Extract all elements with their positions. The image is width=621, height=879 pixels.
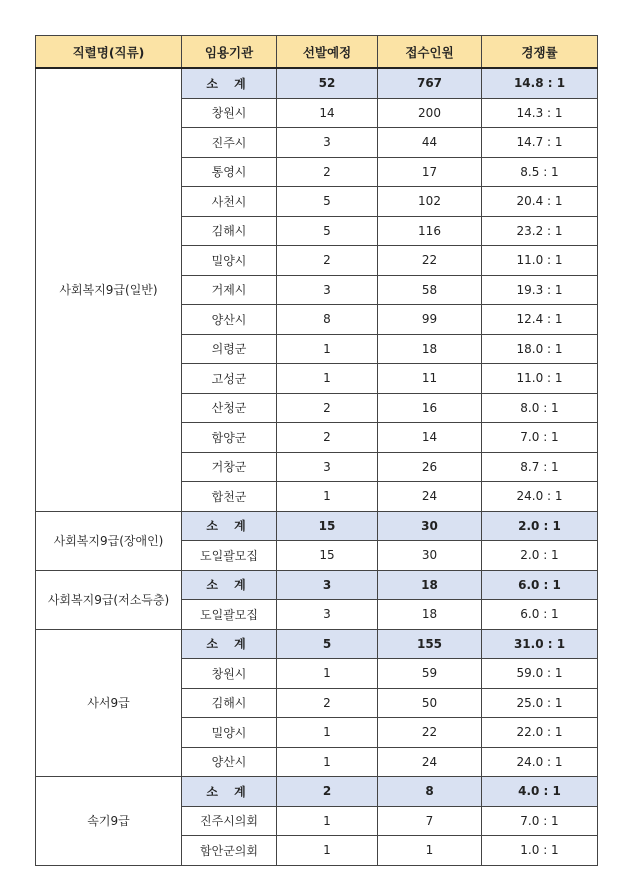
planned-cell: 1: [277, 364, 378, 394]
ratio-cell: 2.0 : 1: [482, 541, 598, 571]
ratio-cell: 14.7 : 1: [482, 128, 598, 158]
planned-cell: 3: [277, 128, 378, 158]
ratio-cell: 7.0 : 1: [482, 423, 598, 453]
agency-cell: 사천시: [182, 187, 277, 217]
agency-cell: 밀양시: [182, 246, 277, 276]
group-name: 속기9급: [36, 777, 182, 866]
applicants-cell: 30: [378, 541, 482, 571]
agency-cell: 밀양시: [182, 718, 277, 748]
subtotal-ratio: 31.0 : 1: [482, 629, 598, 659]
subtotal-planned: 3: [277, 570, 378, 600]
header-ratio: 경쟁률: [482, 36, 598, 69]
planned-cell: 1: [277, 334, 378, 364]
agency-cell: 창원시: [182, 659, 277, 689]
applicants-cell: 22: [378, 718, 482, 748]
header-series: 직렬명(직류): [36, 36, 182, 69]
applicants-cell: 7: [378, 806, 482, 836]
planned-cell: 2: [277, 157, 378, 187]
subtotal-ratio: 6.0 : 1: [482, 570, 598, 600]
applicants-cell: 18: [378, 334, 482, 364]
subtotal-row: [36, 570, 598, 600]
applicants-cell: 17: [378, 157, 482, 187]
subtotal-label: 소 계: [182, 68, 277, 98]
ratio-cell: 1.0 : 1: [482, 836, 598, 866]
ratio-cell: 11.0 : 1: [482, 246, 598, 276]
header-planned: 선발예정: [277, 36, 378, 69]
subtotal-applicants: 8: [378, 777, 482, 807]
subtotal-label: 소 계: [182, 511, 277, 541]
agency-cell: 김해시: [182, 688, 277, 718]
planned-cell: 1: [277, 482, 378, 512]
applicants-cell: 22: [378, 246, 482, 276]
header-row: [36, 36, 598, 69]
planned-cell: 5: [277, 187, 378, 217]
applicants-cell: 59: [378, 659, 482, 689]
agency-cell: 의령군: [182, 334, 277, 364]
subtotal-applicants: 18: [378, 570, 482, 600]
ratio-cell: 24.0 : 1: [482, 747, 598, 777]
ratio-cell: 20.4 : 1: [482, 187, 598, 217]
subtotal-ratio: 14.8 : 1: [482, 68, 598, 98]
applicants-cell: 58: [378, 275, 482, 305]
subtotal-applicants: 767: [378, 68, 482, 98]
subtotal-planned: 15: [277, 511, 378, 541]
agency-cell: 산청군: [182, 393, 277, 423]
subtotal-applicants: 155: [378, 629, 482, 659]
ratio-cell: 7.0 : 1: [482, 806, 598, 836]
ratio-cell: 18.0 : 1: [482, 334, 598, 364]
ratio-cell: 59.0 : 1: [482, 659, 598, 689]
subtotal-ratio: 4.0 : 1: [482, 777, 598, 807]
subtotal-planned: 5: [277, 629, 378, 659]
planned-cell: 3: [277, 452, 378, 482]
planned-cell: 3: [277, 600, 378, 630]
group-name: 사회복지9급(일반): [36, 68, 182, 511]
subtotal-row: [36, 511, 598, 541]
applicants-cell: 50: [378, 688, 482, 718]
planned-cell: 5: [277, 216, 378, 246]
table-header: [36, 36, 598, 69]
agency-cell: 도일괄모집: [182, 600, 277, 630]
agency-cell: 양산시: [182, 747, 277, 777]
planned-cell: 1: [277, 718, 378, 748]
subtotal-ratio: 2.0 : 1: [482, 511, 598, 541]
agency-cell: 도일괄모집: [182, 541, 277, 571]
agency-cell: 창원시: [182, 98, 277, 128]
table-body: [36, 68, 598, 865]
applicants-cell: 24: [378, 747, 482, 777]
applicants-cell: 26: [378, 452, 482, 482]
planned-cell: 1: [277, 806, 378, 836]
applicants-cell: 16: [378, 393, 482, 423]
planned-cell: 3: [277, 275, 378, 305]
planned-cell: 2: [277, 423, 378, 453]
applicants-cell: 99: [378, 305, 482, 335]
planned-cell: 14: [277, 98, 378, 128]
ratio-cell: 8.0 : 1: [482, 393, 598, 423]
agency-cell: 진주시의회: [182, 806, 277, 836]
ratio-cell: 11.0 : 1: [482, 364, 598, 394]
subtotal-row: [36, 629, 598, 659]
applicants-cell: 24: [378, 482, 482, 512]
applicants-cell: 11: [378, 364, 482, 394]
applicants-cell: 200: [378, 98, 482, 128]
ratio-cell: 22.0 : 1: [482, 718, 598, 748]
ratio-cell: 14.3 : 1: [482, 98, 598, 128]
ratio-cell: 19.3 : 1: [482, 275, 598, 305]
applicants-cell: 18: [378, 600, 482, 630]
agency-cell: 진주시: [182, 128, 277, 158]
subtotal-applicants: 30: [378, 511, 482, 541]
agency-cell: 함안군의회: [182, 836, 277, 866]
ratio-cell: 6.0 : 1: [482, 600, 598, 630]
group-name: 사회복지9급(저소득층): [36, 570, 182, 629]
applicants-cell: 116: [378, 216, 482, 246]
planned-cell: 15: [277, 541, 378, 571]
header-applicants: 접수인원: [378, 36, 482, 69]
ratio-cell: 12.4 : 1: [482, 305, 598, 335]
agency-cell: 양산시: [182, 305, 277, 335]
planned-cell: 8: [277, 305, 378, 335]
header-agency: 임용기관: [182, 36, 277, 69]
applicants-cell: 14: [378, 423, 482, 453]
agency-cell: 함양군: [182, 423, 277, 453]
subtotal-planned: 2: [277, 777, 378, 807]
agency-cell: 거제시: [182, 275, 277, 305]
agency-cell: 김해시: [182, 216, 277, 246]
agency-cell: 합천군: [182, 482, 277, 512]
applicants-cell: 1: [378, 836, 482, 866]
recruitment-table: [35, 35, 598, 866]
subtotal-label: 소 계: [182, 570, 277, 600]
subtotal-planned: 52: [277, 68, 378, 98]
ratio-cell: 25.0 : 1: [482, 688, 598, 718]
subtotal-row: [36, 68, 598, 98]
ratio-cell: 8.5 : 1: [482, 157, 598, 187]
subtotal-label: 소 계: [182, 777, 277, 807]
agency-cell: 고성군: [182, 364, 277, 394]
planned-cell: 2: [277, 688, 378, 718]
ratio-cell: 24.0 : 1: [482, 482, 598, 512]
agency-cell: 통영시: [182, 157, 277, 187]
planned-cell: 1: [277, 659, 378, 689]
ratio-cell: 23.2 : 1: [482, 216, 598, 246]
agency-cell: 거창군: [182, 452, 277, 482]
planned-cell: 2: [277, 393, 378, 423]
applicants-cell: 44: [378, 128, 482, 158]
subtotal-row: [36, 777, 598, 807]
planned-cell: 2: [277, 246, 378, 276]
planned-cell: 1: [277, 836, 378, 866]
subtotal-label: 소 계: [182, 629, 277, 659]
applicants-cell: 102: [378, 187, 482, 217]
planned-cell: 1: [277, 747, 378, 777]
ratio-cell: 8.7 : 1: [482, 452, 598, 482]
group-name: 사서9급: [36, 629, 182, 777]
group-name: 사회복지9급(장애인): [36, 511, 182, 570]
